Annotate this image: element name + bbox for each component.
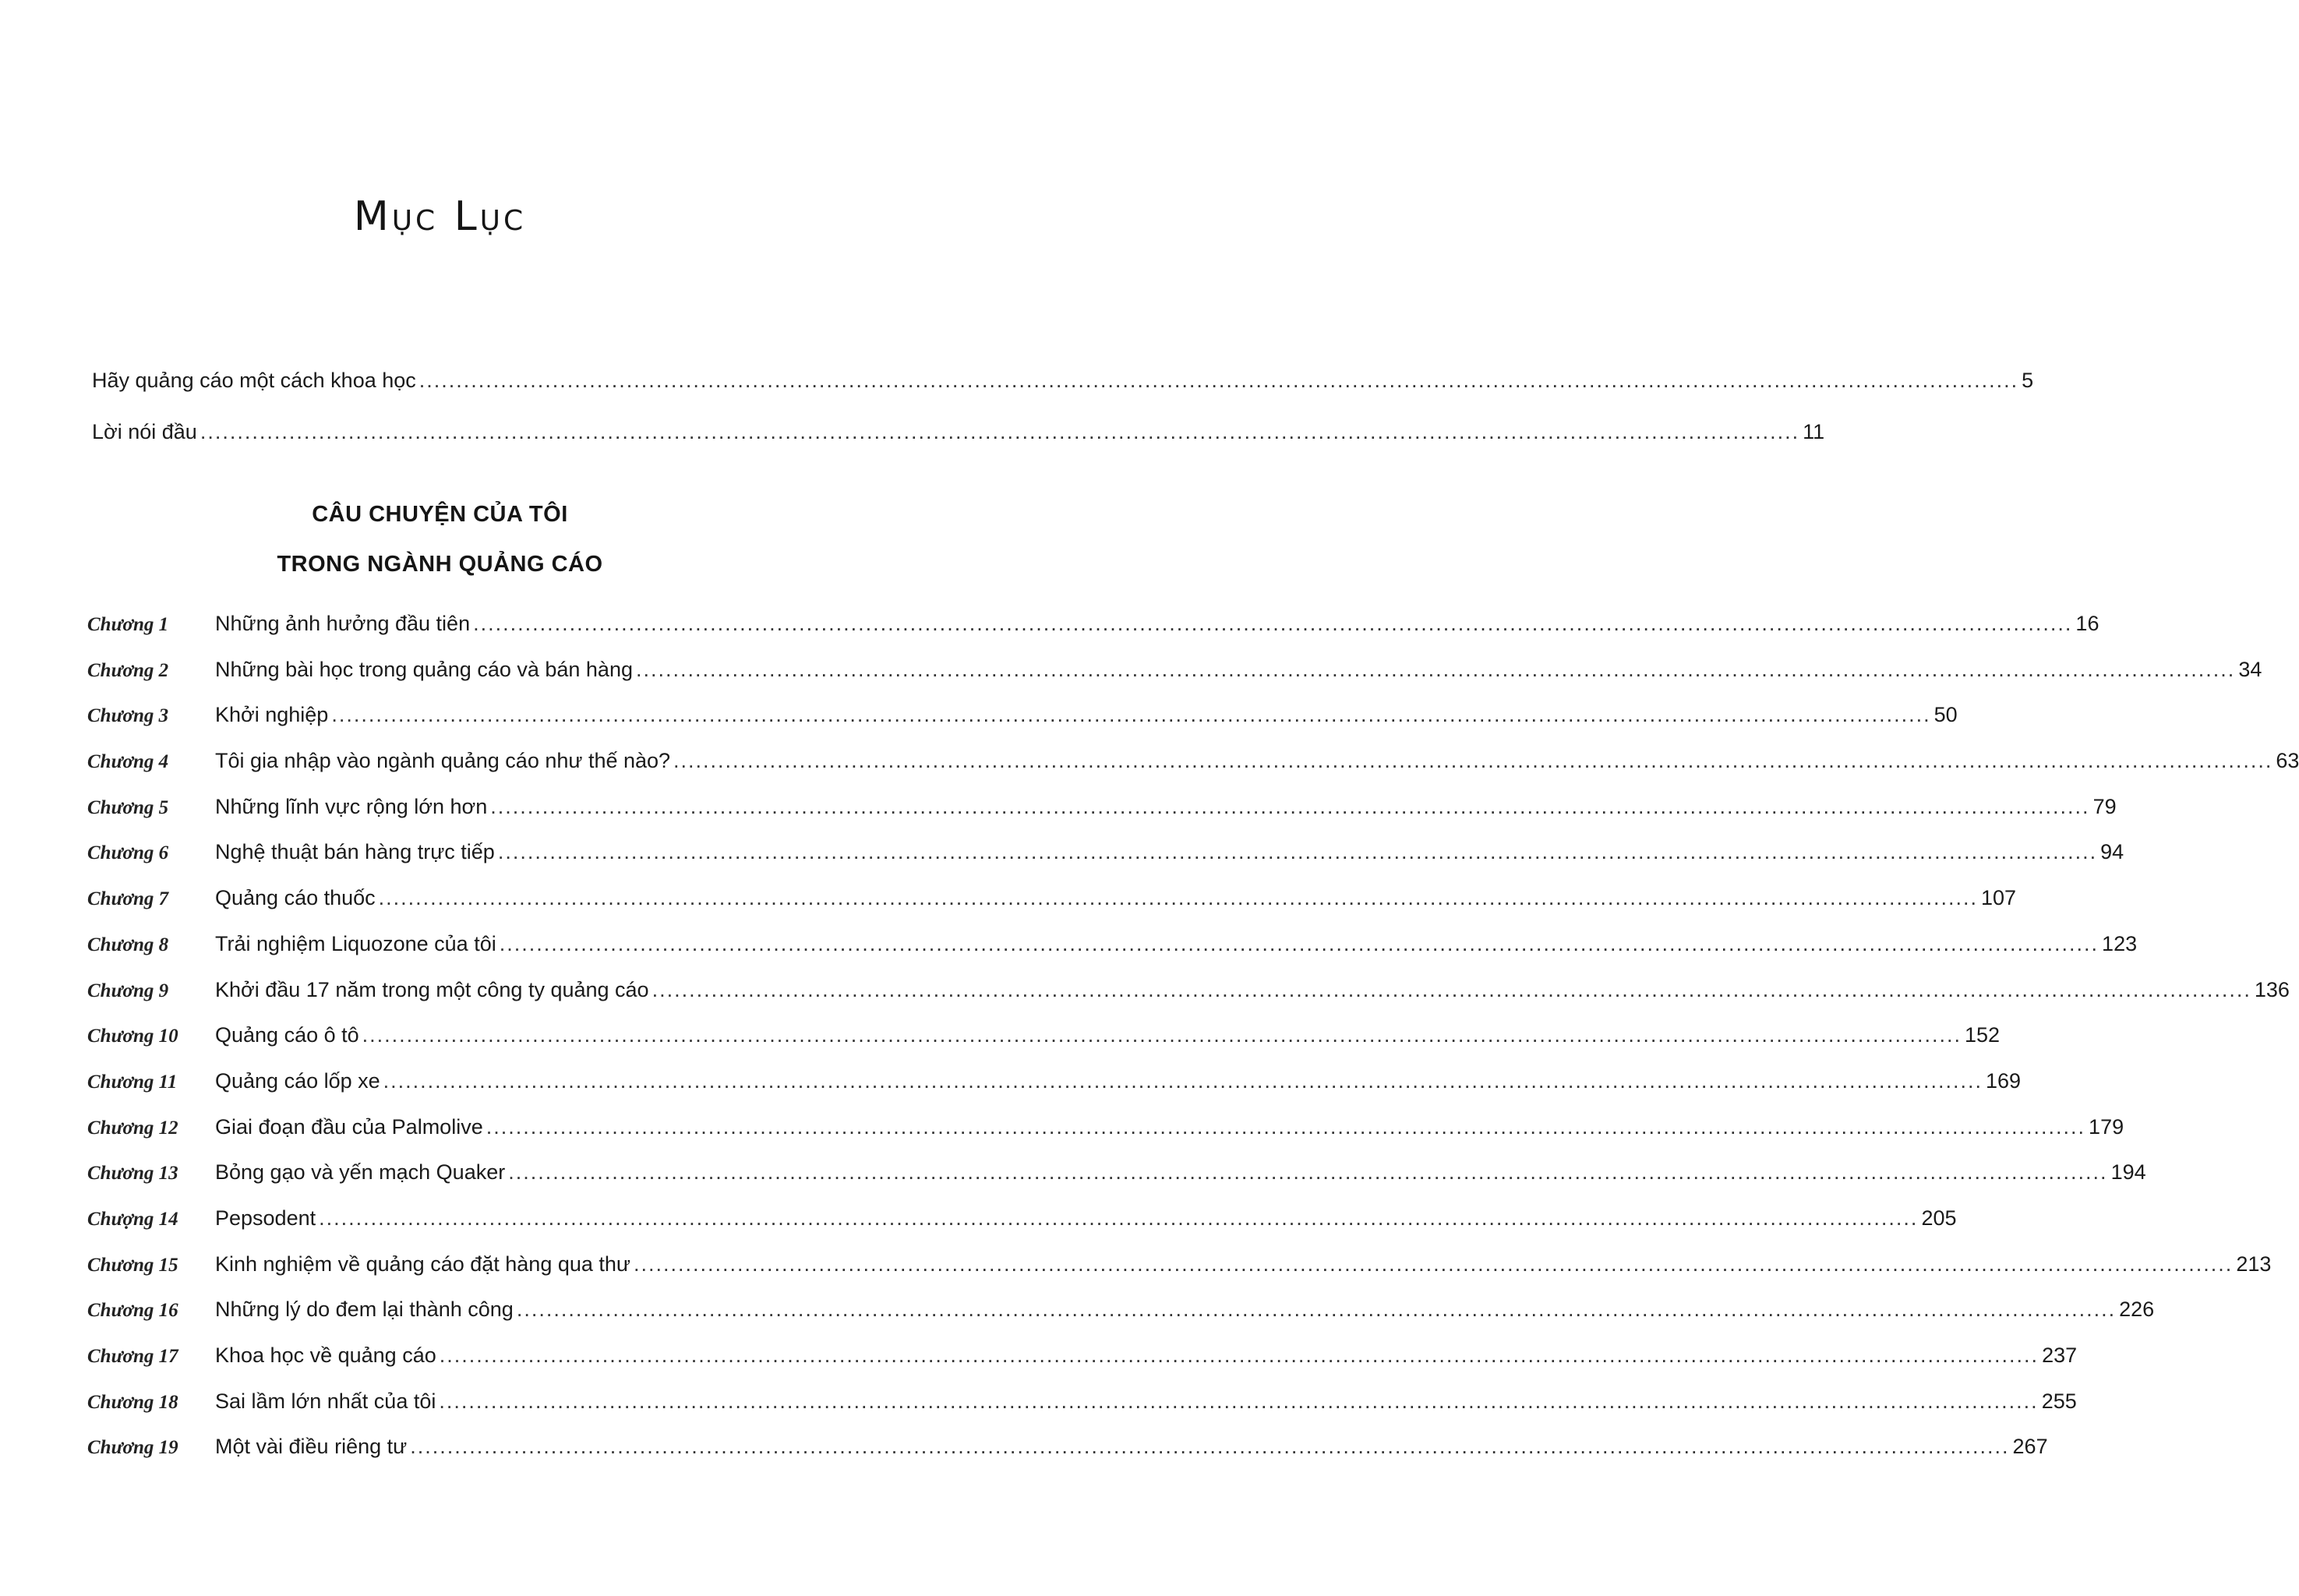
entry-title: Lời nói đầu bbox=[92, 420, 197, 443]
chapter-row bbox=[87, 748, 2299, 794]
chapter-label: Chương 3 bbox=[87, 705, 169, 727]
chapter-label: Chương 9 bbox=[87, 980, 169, 1001]
dot-leader bbox=[419, 368, 2018, 393]
chapter-label: Chương 13 bbox=[87, 1163, 178, 1185]
chapter-entry bbox=[215, 839, 2124, 864]
chapter-page-number: 50 bbox=[1933, 703, 1958, 727]
chapter-row bbox=[87, 977, 2290, 1023]
chapter-title: Trải nghiệm Liquozone của tôi bbox=[215, 931, 496, 955]
chapter-page-number: 63 bbox=[2276, 749, 2299, 773]
chapter-entry bbox=[215, 748, 2299, 773]
chapter-page-number: 194 bbox=[2110, 1160, 2146, 1185]
chapter-entry bbox=[215, 931, 2137, 956]
chapter-page-number: 34 bbox=[2238, 657, 2262, 681]
chapter-row bbox=[87, 794, 2117, 840]
chapter-page-number: 16 bbox=[2075, 612, 2099, 635]
dot-leader bbox=[379, 885, 1978, 910]
chapter-title: Quảng cáo lốp xe bbox=[215, 1068, 380, 1093]
entry-title: Hãy quảng cáo một cách khoa học bbox=[92, 369, 416, 392]
chapter-row bbox=[87, 1022, 2001, 1068]
chapter-page-number: 179 bbox=[2089, 1114, 2124, 1139]
chapter-label: Chương 11 bbox=[87, 1071, 178, 1093]
chapter-row bbox=[87, 1389, 2077, 1435]
chapter-label: Chương 7 bbox=[87, 888, 169, 910]
dot-leader bbox=[473, 611, 2072, 636]
chapter-row bbox=[87, 1114, 2124, 1160]
chapter-title: Những bài học trong quảng cáo và bán hàng bbox=[215, 657, 633, 681]
chapter-page-number: 169 bbox=[1985, 1068, 2022, 1093]
chapter-title: Pepsodent bbox=[215, 1206, 316, 1230]
chapter-title: Sai lầm lớn nhất của tôi bbox=[215, 1389, 436, 1413]
chapter-row bbox=[87, 1252, 2272, 1298]
dot-leader bbox=[636, 657, 2235, 682]
chapter-title: Những lĩnh vực rộng lớn hơn bbox=[215, 794, 488, 818]
dot-leader bbox=[410, 1434, 2009, 1459]
chapter-page-number: 267 bbox=[2012, 1435, 2048, 1459]
chapter-entry bbox=[215, 1206, 1957, 1231]
chapter-page-number: 205 bbox=[1921, 1206, 1957, 1230]
chapter-entry bbox=[215, 794, 2117, 819]
front-matter-entry bbox=[92, 419, 1825, 471]
chapter-row bbox=[87, 1434, 2048, 1480]
dot-leader bbox=[508, 1160, 2107, 1185]
dot-leader bbox=[331, 702, 1930, 727]
chapter-row bbox=[87, 1160, 2146, 1206]
chapter-label: Chương 5 bbox=[87, 796, 169, 818]
chapter-entry bbox=[215, 1068, 2021, 1093]
chapter-entry bbox=[215, 1297, 2154, 1322]
entry-page-number: 11 bbox=[1803, 420, 1825, 443]
chapter-entry bbox=[215, 611, 2099, 636]
chapter-label: Chương 15 bbox=[87, 1254, 178, 1276]
chapter-title: Quảng cáo ô tô bbox=[215, 1023, 359, 1047]
chapter-entry bbox=[215, 1022, 2000, 1047]
chapter-title: Khoa học về quảng cáo bbox=[215, 1344, 436, 1367]
chapter-label: Chương 2 bbox=[87, 659, 169, 681]
chapter-row bbox=[87, 1206, 1957, 1252]
chapter-row bbox=[87, 657, 2262, 703]
chapter-row bbox=[87, 885, 2017, 931]
chapter-entry bbox=[215, 1389, 2077, 1414]
chapter-title: Giai đoạn đầu của Palmolive bbox=[215, 1114, 483, 1139]
chapter-label: Chương 8 bbox=[87, 934, 169, 955]
chapter-entry bbox=[215, 1114, 2124, 1139]
chapter-title: Kinh nghiệm về quảng cáo đặt hàng qua thư bbox=[215, 1252, 630, 1276]
dot-leader bbox=[498, 839, 2097, 864]
chapter-row bbox=[87, 702, 1958, 748]
section-heading-line-2: TRONG NGÀNH QUẢNG CÁO bbox=[277, 552, 603, 577]
dot-leader bbox=[200, 419, 1799, 444]
chapter-page-number: 107 bbox=[1980, 886, 2017, 910]
chapter-entry bbox=[215, 1252, 2271, 1276]
dot-leader bbox=[383, 1068, 1983, 1093]
dot-leader bbox=[440, 1343, 2039, 1368]
chapter-entry bbox=[215, 977, 2290, 1002]
chapter-label: Chương 4 bbox=[87, 751, 169, 773]
chapter-entry bbox=[215, 1343, 2077, 1368]
chapter-list bbox=[87, 611, 2299, 1480]
chapter-page-number: 213 bbox=[2236, 1252, 2272, 1276]
chapter-title: Nghệ thuật bán hàng trực tiếp bbox=[215, 840, 495, 864]
chapter-label: Chương 18 bbox=[87, 1391, 178, 1413]
dot-leader bbox=[634, 1252, 2233, 1276]
chapter-page-number: 255 bbox=[2041, 1389, 2077, 1413]
chapter-page-number: 79 bbox=[2092, 794, 2117, 818]
chapter-title: Quảng cáo thuốc bbox=[215, 886, 376, 910]
front-matter-list bbox=[92, 368, 2034, 471]
chapter-row bbox=[87, 839, 2124, 885]
front-matter-entry bbox=[92, 368, 2034, 419]
dot-leader bbox=[319, 1206, 1918, 1231]
chapter-label: Chương 12 bbox=[87, 1117, 178, 1139]
chapter-label: Chương 16 bbox=[87, 1300, 178, 1322]
chapter-row bbox=[87, 1297, 2155, 1343]
section-heading-line-1: CÂU CHUYỆN CỦA TÔI bbox=[312, 502, 568, 527]
chapter-row bbox=[87, 1343, 2078, 1389]
chapter-entry bbox=[215, 1160, 2146, 1185]
dot-leader bbox=[673, 748, 2273, 773]
chapter-row bbox=[87, 611, 2099, 657]
chapter-entry bbox=[215, 1434, 2048, 1459]
chapter-entry bbox=[215, 657, 2262, 682]
dot-leader bbox=[362, 1022, 1962, 1047]
dot-leader bbox=[486, 1114, 2085, 1139]
chapter-label: Chương 6 bbox=[87, 842, 169, 864]
chapter-label: Chương 19 bbox=[87, 1437, 178, 1459]
dot-leader bbox=[439, 1389, 2038, 1414]
dot-leader bbox=[652, 977, 2251, 1002]
chapter-page-number: 226 bbox=[2119, 1298, 2155, 1322]
chapter-entry bbox=[215, 702, 1958, 727]
chapter-title: Một vài điều riêng tư bbox=[215, 1435, 408, 1459]
chapter-page-number: 136 bbox=[2254, 977, 2290, 1001]
chapter-title: Khởi nghiệp bbox=[215, 703, 329, 727]
page-title: Mục Lục bbox=[353, 193, 527, 240]
chapter-title: Tôi gia nhập vào ngành quảng cáo như thế nào? bbox=[215, 749, 671, 773]
chapter-label: Chương 1 bbox=[87, 614, 169, 635]
chapter-title: Những ảnh hưởng đầu tiên bbox=[215, 612, 471, 635]
chapter-page-number: 123 bbox=[2102, 931, 2138, 955]
dot-leader bbox=[517, 1297, 2116, 1322]
chapter-label: Chượng 14 bbox=[87, 1208, 178, 1230]
dot-leader bbox=[490, 794, 2089, 819]
chapter-row bbox=[87, 931, 2138, 977]
chapter-row bbox=[87, 1068, 2022, 1114]
dot-leader bbox=[500, 931, 2099, 956]
chapter-title: Khởi đầu 17 năm trong một công ty quảng cáo bbox=[215, 977, 649, 1001]
chapter-page-number: 237 bbox=[2042, 1344, 2078, 1367]
chapter-entry bbox=[215, 885, 2016, 910]
chapter-title: Bỏng gạo và yến mạch Quaker bbox=[215, 1160, 506, 1185]
chapter-label: Chương 10 bbox=[87, 1026, 178, 1047]
chapter-page-number: 94 bbox=[2100, 840, 2124, 864]
chapter-page-number: 152 bbox=[1964, 1023, 2001, 1047]
entry-page-number: 5 bbox=[2022, 369, 2034, 392]
chapter-label: Chương 17 bbox=[87, 1346, 178, 1367]
chapter-title: Những lý do đem lại thành công bbox=[215, 1298, 514, 1322]
